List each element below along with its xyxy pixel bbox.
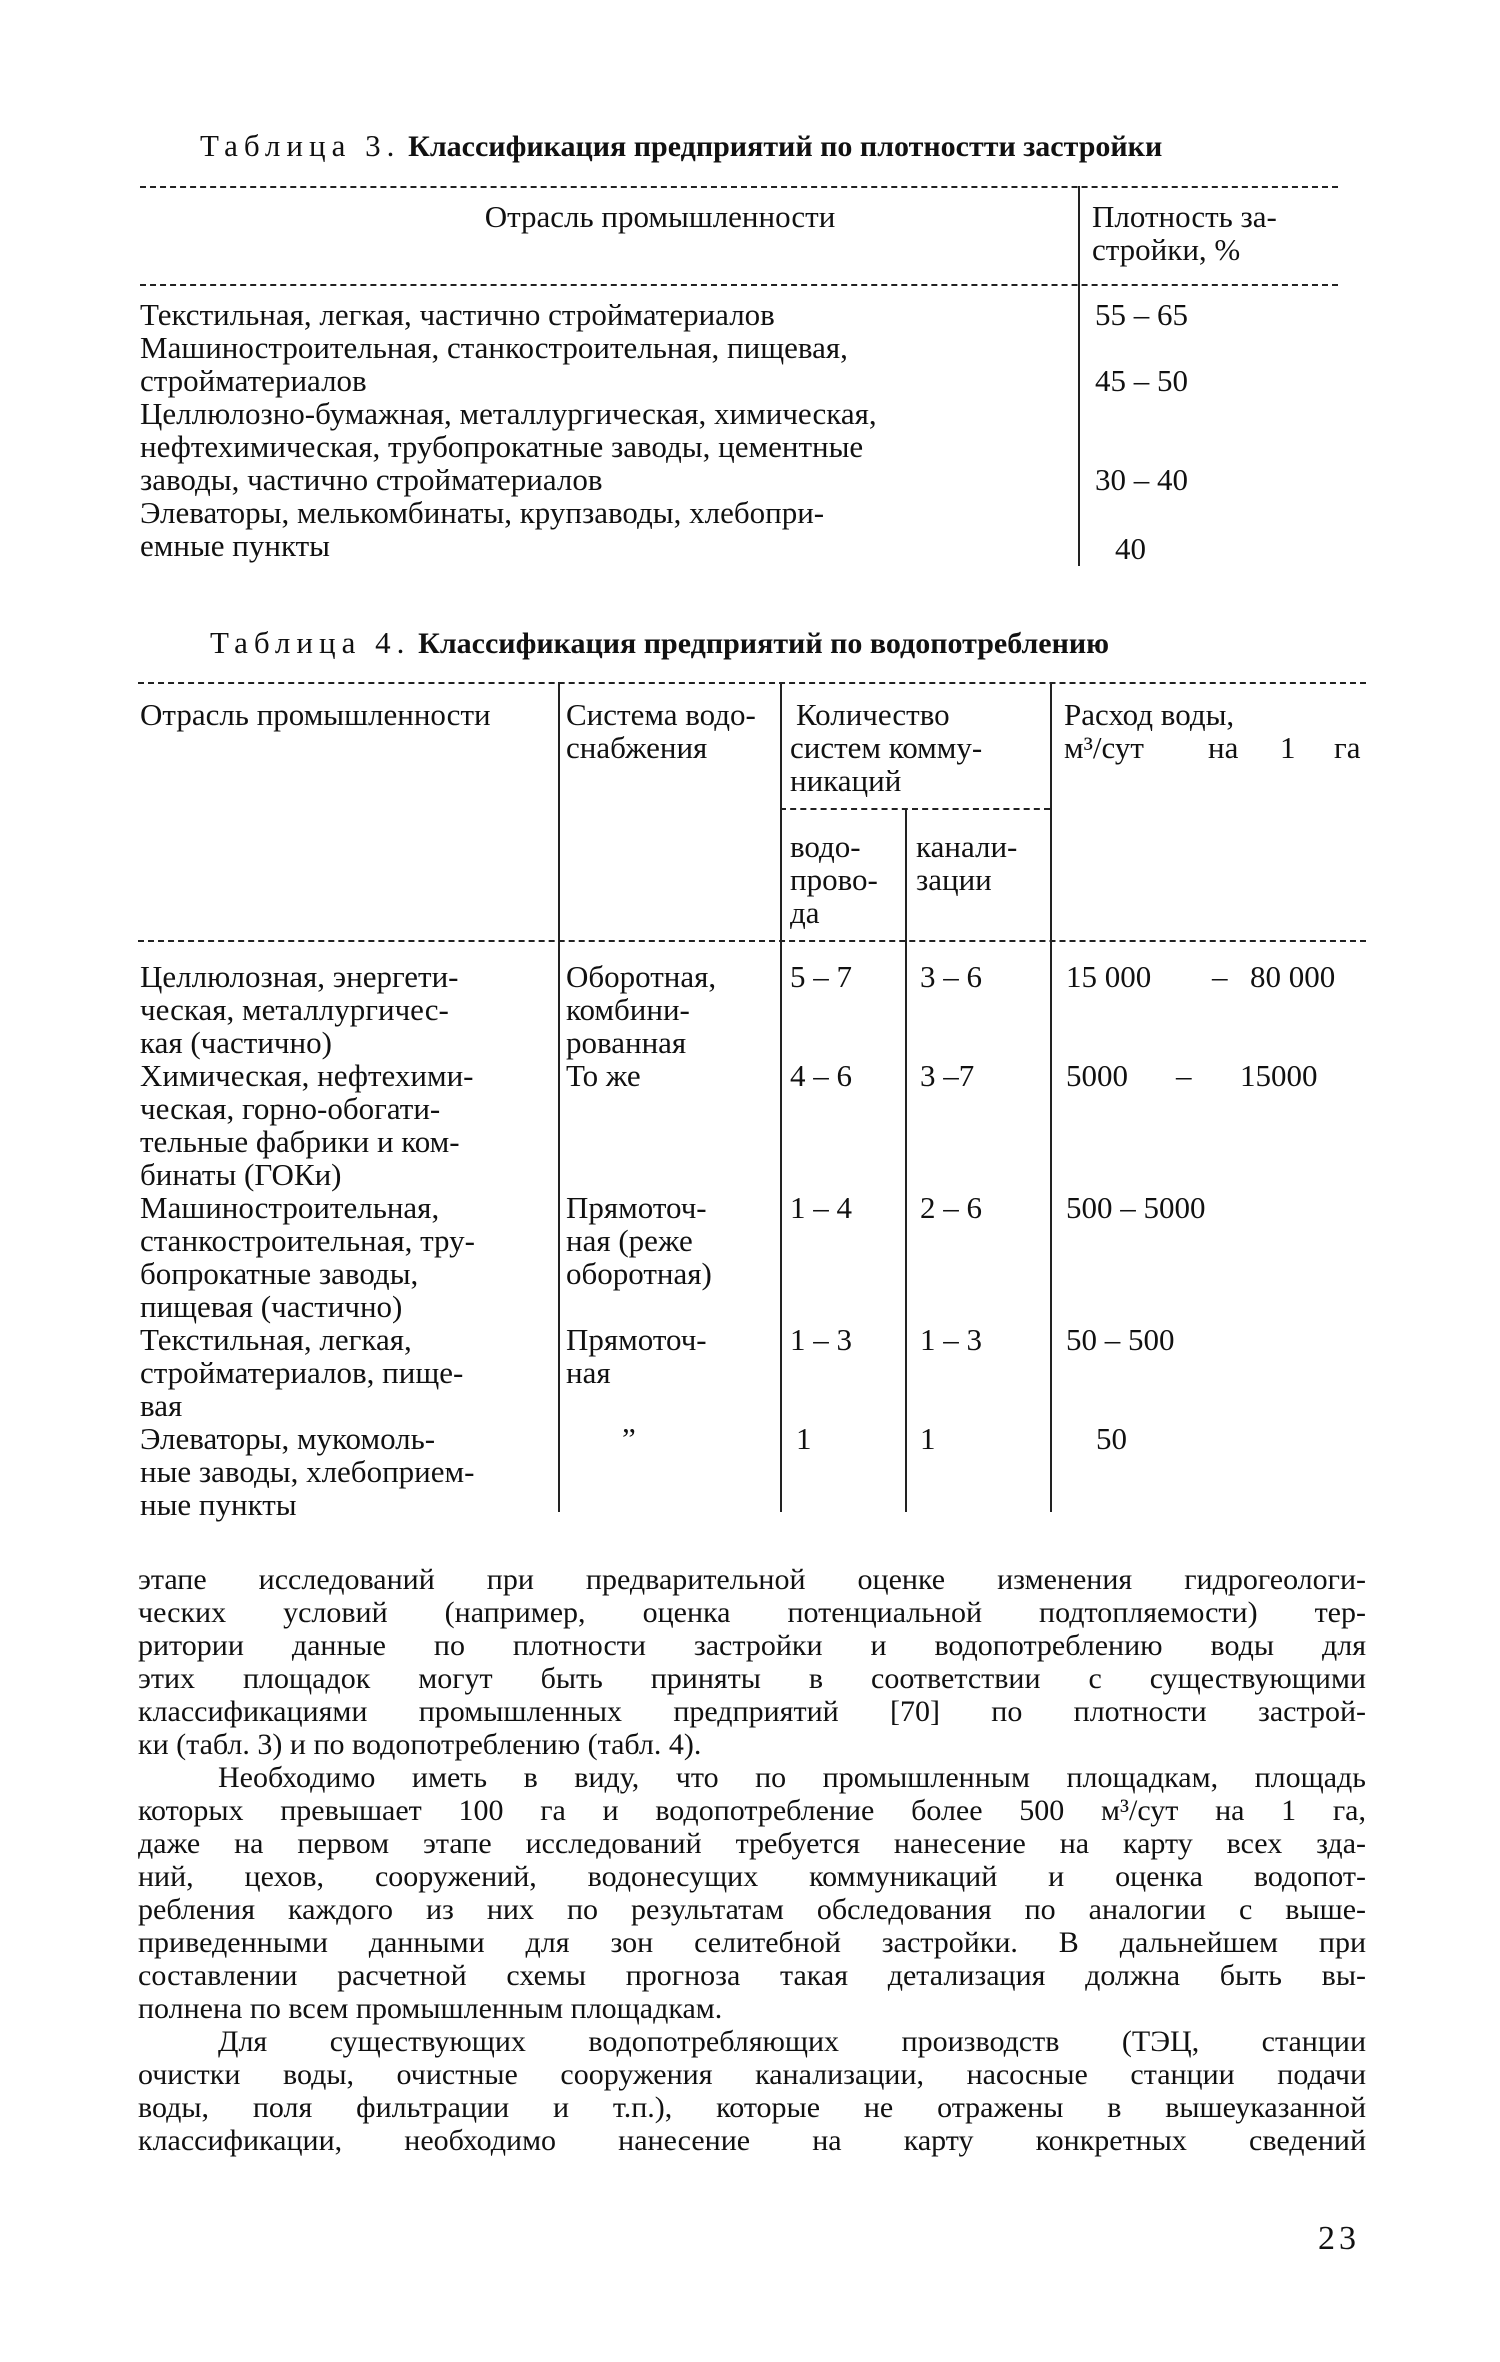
table3-row2-density: 45 – 50 bbox=[1095, 363, 1188, 398]
table4-row3-industry-line1: Машиностроительная, bbox=[140, 1190, 440, 1225]
table4-title: Классификация предприятий по водопотреблению bbox=[418, 627, 1110, 660]
table4-subheader-rule bbox=[780, 808, 1050, 810]
paragraph-3-line: Для существующих водопотребляющих производств (ТЭЦ, станции bbox=[218, 2025, 1366, 2058]
table4-label: Таблица 4. bbox=[210, 625, 411, 660]
paragraph-2-line: Необходимо иметь в виду, что по промышленным площадкам, площадь bbox=[218, 1761, 1366, 1794]
paragraph-1-line: ритории данные по плотности застройки и водопотреблению воды для bbox=[138, 1629, 1366, 1662]
table3-label: Таблица 3. bbox=[200, 128, 401, 163]
paragraph-1-line: этапе исследований при предварительной оценке изменения гидрогеологи- bbox=[138, 1563, 1366, 1596]
table4-row1-water: 5 – 7 bbox=[790, 959, 852, 994]
table4-header-count-line2: систем комму- bbox=[790, 730, 983, 765]
table4-row1-system-line2: комбини- bbox=[566, 992, 690, 1027]
table3-row1-industry: Текстильная, легкая, частично стройматериалов bbox=[140, 297, 775, 332]
table4-row2-industry-line2: ческая, горно-обогати- bbox=[140, 1091, 441, 1126]
table4-row2-flow-dash: – bbox=[1176, 1058, 1192, 1093]
table3-row4-industry-line2: емные пункты bbox=[140, 528, 331, 563]
paragraph-2-line: приведенными данными для зон селитебной застройки. В дальнейшем при bbox=[138, 1926, 1366, 1959]
table3-header-density-line1: Плотность за- bbox=[1092, 199, 1277, 234]
paragraph-2-line: даже на первом этапе исследований требуется нанесение на карту всех зда- bbox=[138, 1827, 1366, 1860]
table4-row4-industry-line1: Текстильная, легкая, bbox=[140, 1322, 412, 1357]
table4-row1-industry-line2: ческая, металлургичес- bbox=[140, 992, 449, 1027]
table4-row4-system-line2: ная bbox=[566, 1355, 611, 1390]
table3-row3-density: 30 – 40 bbox=[1095, 462, 1188, 497]
table3-row3-industry-line1: Целлюлозно-бумажная, металлургическая, химическая, bbox=[140, 396, 877, 431]
table3-row4-density: 40 bbox=[1115, 531, 1146, 566]
table3-row4-industry-line1: Элеваторы, мелькомбинаты, крупзаводы, хлебопри- bbox=[140, 495, 825, 530]
table3-top-rule bbox=[140, 186, 1338, 188]
table4-header-flow-ha: га bbox=[1334, 730, 1361, 765]
table4-header-system-line1: Система водо- bbox=[566, 697, 756, 732]
paragraph-2-line: составлении расчетной схемы прогноза такая детализация должна быть вы- bbox=[138, 1959, 1366, 1992]
table4-row3-system-line1: Прямоточ- bbox=[566, 1190, 707, 1225]
table3-row3-industry-line2: нефтехимическая, трубопрокатные заводы, цементные bbox=[140, 429, 864, 464]
table4-header-sewer-line2: зации bbox=[916, 862, 992, 897]
table4-row1-industry-line1: Целлюлозная, энергети- bbox=[140, 959, 459, 994]
paragraph-3-line: классификации, необходимо нанесение на карту конкретных сведений bbox=[138, 2124, 1366, 2157]
table4-col3-divider bbox=[905, 808, 907, 1512]
paragraph-1-line: ки (табл. 3) и по водопотреблению (табл. 4). bbox=[138, 1728, 702, 1761]
table3-row2-industry-line2: стройматериалов bbox=[140, 363, 367, 398]
table4-row2-flow-b: 15000 bbox=[1240, 1058, 1318, 1093]
table4-row5-water: 1 bbox=[796, 1421, 812, 1456]
table4-row4-industry-line2: стройматериалов, пище- bbox=[140, 1355, 464, 1390]
paragraph-1-line: классификациями промышленных предприятий [70] по плотности застрой- bbox=[138, 1695, 1366, 1728]
table4-caption bbox=[210, 625, 1360, 661]
table3-row2-industry-line1: Машиностроительная, станкостроительная, пищевая, bbox=[140, 330, 848, 365]
table4-row5-industry-line1: Элеваторы, мукомоль- bbox=[140, 1421, 436, 1456]
table4-row5-system-ditto: ” bbox=[622, 1421, 636, 1456]
table4-header-water-line1: водо- bbox=[790, 829, 861, 864]
table4-row3-flow: 500 – 5000 bbox=[1066, 1190, 1206, 1225]
table4-row2-water: 4 – 6 bbox=[790, 1058, 852, 1093]
table3-header-density-line2: стройки, % bbox=[1092, 232, 1241, 267]
table4-row4-water: 1 – 3 bbox=[790, 1322, 852, 1357]
table4-row2-sewer: 3 –7 bbox=[920, 1058, 975, 1093]
paragraph-1 bbox=[138, 1563, 1366, 1761]
table4-row2-industry-line3: тельные фабрики и ком- bbox=[140, 1124, 460, 1159]
paragraph-1-line: ческих условий (например, оценка потенциальной подтопляемости) тер- bbox=[138, 1596, 1366, 1629]
table4-header-count-line1: Количество bbox=[796, 697, 950, 732]
table4-row2-system: То же bbox=[566, 1058, 641, 1093]
table4-col4-divider bbox=[1050, 682, 1052, 1512]
table4-header-water-line3: да bbox=[790, 895, 820, 930]
table4-row1-industry-line3: кая (частично) bbox=[140, 1025, 332, 1060]
paragraph-1-line: этих площадок могут быть приняты в соответствии с существующими bbox=[138, 1662, 1366, 1695]
table3-header-rule bbox=[140, 284, 1338, 286]
table4-row2-industry-line1: Химическая, нефтехими- bbox=[140, 1058, 474, 1093]
table4-row4-flow: 50 – 500 bbox=[1066, 1322, 1175, 1357]
paragraph-2 bbox=[138, 1761, 1366, 2025]
table3-title: Классификация предприятий по плотностти застройки bbox=[408, 130, 1163, 163]
paragraph-2-line: ний, цехов, сооружений, водонесущих коммуникаций и оценка водопот- bbox=[138, 1860, 1366, 1893]
table3-column-divider bbox=[1078, 186, 1080, 566]
table4-row3-water: 1 – 4 bbox=[790, 1190, 852, 1225]
table4-row4-industry-line3: вая bbox=[140, 1388, 183, 1423]
page-number: 23 bbox=[1318, 2220, 1360, 2257]
table4-row1-system-line3: рованная bbox=[566, 1025, 687, 1060]
table3-caption bbox=[200, 128, 1360, 164]
table4-header-sewer-line1: канали- bbox=[916, 829, 1018, 864]
paragraph-2-line: ребления каждого из них по результатам обследования по аналогии с выше- bbox=[138, 1893, 1366, 1926]
table4-row3-industry-line4: пищевая (частично) bbox=[140, 1289, 403, 1324]
table4-row3-system-line2: ная (реже bbox=[566, 1223, 693, 1258]
paragraph-3-line: воды, поля фильтрации и т.п.), которые не отражены в вышеуказанной bbox=[138, 2091, 1366, 2124]
table4-row2-industry-line4: бинаты (ГОКи) bbox=[140, 1157, 342, 1192]
table4-row3-industry-line2: станкостроительная, тру- bbox=[140, 1223, 475, 1258]
table4-row5-flow: 50 bbox=[1096, 1421, 1127, 1456]
table4-row3-system-line3: оборотная) bbox=[566, 1256, 712, 1291]
table4-row1-sewer: 3 – 6 bbox=[920, 959, 982, 994]
table3-row1-density: 55 – 65 bbox=[1095, 297, 1188, 332]
table4-row1-flow-b: 80 000 bbox=[1250, 959, 1336, 994]
table4-header-flow-line1: Расход воды, bbox=[1064, 697, 1235, 732]
table4-row3-industry-line3: бопрокатные заводы, bbox=[140, 1256, 419, 1291]
table4-header-flow-unit: м³/сут bbox=[1064, 730, 1144, 765]
table4-col1-divider bbox=[558, 682, 560, 1512]
table4-row5-industry-line2: ные заводы, хлебоприем- bbox=[140, 1454, 475, 1489]
paragraph-2-line: которых превышает 100 га и водопотребление более 500 м³/сут на 1 га, bbox=[138, 1794, 1366, 1827]
table4-row4-system-line1: Прямоточ- bbox=[566, 1322, 707, 1357]
table4-header-industry: Отрасль промышленности bbox=[140, 697, 491, 732]
table4-header-flow-per: на bbox=[1208, 730, 1239, 765]
table4-header-system-line2: снабжения bbox=[566, 730, 708, 765]
table4-row1-system-line1: Оборотная, bbox=[566, 959, 717, 994]
paragraph-2-line: полнена по всем промышленным площадкам. bbox=[138, 1992, 723, 2025]
table4-header-count-line3: никаций bbox=[790, 763, 902, 798]
table4-header-flow-one: 1 bbox=[1280, 730, 1296, 765]
table4-row5-sewer: 1 bbox=[920, 1421, 936, 1456]
table4-row4-sewer: 1 – 3 bbox=[920, 1322, 982, 1357]
table4-header-water-line2: прово- bbox=[790, 862, 878, 897]
table4-row3-sewer: 2 – 6 bbox=[920, 1190, 982, 1225]
table4-header-rule bbox=[138, 940, 1366, 942]
table4-row1-flow-dash: – bbox=[1212, 959, 1228, 994]
table4-col2-divider bbox=[780, 682, 782, 1512]
paragraph-3-line: очистки воды, очистные сооружения канализации, насосные станции подачи bbox=[138, 2058, 1366, 2091]
paragraph-3 bbox=[138, 2025, 1366, 2157]
table3-row3-industry-line3: заводы, частично стройматериалов bbox=[140, 462, 603, 497]
table4-top-rule bbox=[138, 682, 1366, 684]
table4-row2-flow-a: 5000 bbox=[1066, 1058, 1128, 1093]
table4-row5-industry-line3: ные пункты bbox=[140, 1487, 297, 1522]
table3-header-industry: Отрасль промышленности bbox=[484, 199, 836, 234]
table4-row1-flow-a: 15 000 bbox=[1066, 959, 1152, 994]
